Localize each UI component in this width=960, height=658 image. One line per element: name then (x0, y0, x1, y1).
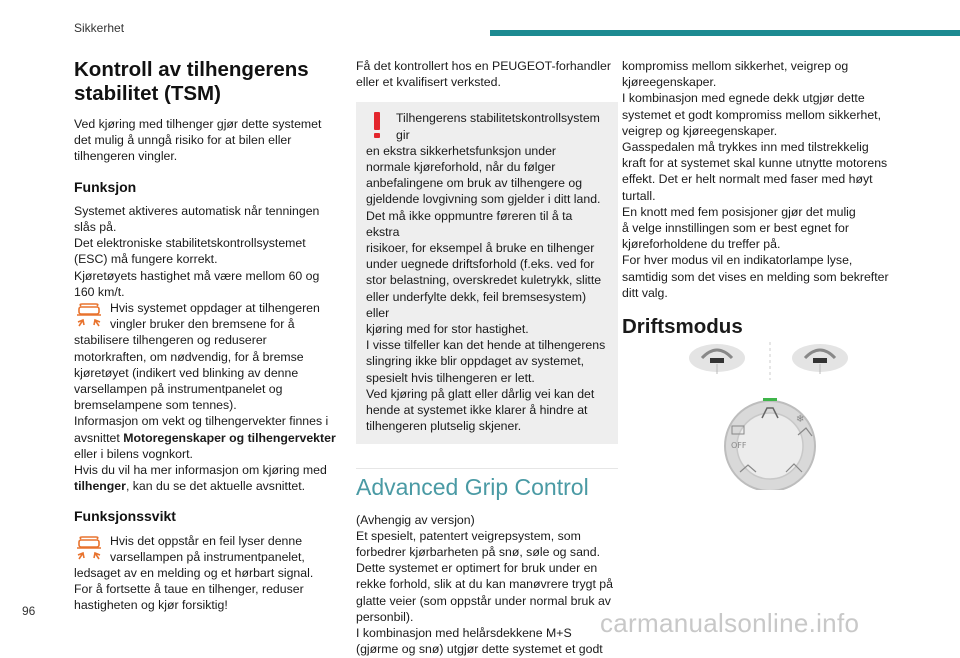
driftsmodus-title: Driftsmodus (622, 315, 743, 339)
text-line: kjøretøyet (indikert ved blinking av denne (74, 365, 299, 380)
text-line: kompromiss mellom sikkerhet, veigrep og (622, 59, 849, 73)
text-line: systemet et godt kompromiss mellom sikkerhet, (622, 107, 881, 122)
section-header: Sikkerhet (74, 21, 125, 35)
text-line: motorkraften, om nødvendig, for å bremse (74, 349, 304, 364)
bold-reference: Motoregenskaper og tilhengervekter (123, 430, 336, 445)
text-line: kjøring med for stor hastighet. (366, 322, 529, 337)
text-line: tilhengeren plutselig skjener. (366, 419, 522, 434)
text-line: Systemet aktiveres automatisk når tenningen (74, 203, 320, 218)
text-line: stor belastning, overskredet kuletrykk, slitte (366, 273, 602, 288)
text-line: glatte veier (som oppstår under normal bruk av (356, 593, 611, 608)
bold-reference: tilhenger (74, 479, 126, 494)
text-line: veigrep og kjøreegenskaper. (622, 123, 778, 138)
funksjon-text (74, 203, 336, 300)
text-line: ledsaget av en melding og et hørbart signal. (74, 566, 314, 581)
steering-wheel-icon (792, 344, 848, 374)
text-span: , kan du se det aktuelle avsnittet. (125, 479, 306, 494)
funksjon-heading: Funksjon (74, 178, 137, 195)
text-line: under uegnede driftsforhold (f.eks. ved for (366, 257, 595, 272)
text-line: En knott med fem posisjoner gjør det mulig (622, 204, 856, 219)
page-number: 96 (22, 604, 36, 618)
text-line: varsellampen på instrumentpanelet og (74, 382, 283, 397)
text-line: bremselampene som tennes). (74, 398, 237, 413)
text-line: risikoer, for eksempel å bruke en tilhenger (366, 241, 595, 256)
text-line: For å fortsette å taue en tilhenger, reduser (74, 582, 304, 597)
text-line: ditt valg. (622, 285, 668, 300)
agc-title: Advanced Grip Control (356, 468, 618, 501)
text-line: Tilhengerens stabilitetskontrollsystem gir (396, 111, 600, 142)
grip-control-illustration (672, 340, 872, 490)
text-line: Gasspedalen må trykkes inn med tilstrekkelig (622, 140, 869, 155)
text-line: effekt. Det er helt normalt med faser med høyt (622, 172, 873, 187)
text-line: stabilisere tilhengeren og reduserer (74, 333, 267, 348)
text-line: eller i bilens vognkort. (74, 446, 193, 461)
funksjon-text-2 (74, 332, 336, 494)
mode-selector-knob-icon (725, 398, 815, 490)
text-line (74, 430, 336, 446)
svikt-heading: Funksjonssvikt (74, 508, 176, 525)
text-line: personbil). (356, 609, 414, 624)
notice-box (356, 102, 618, 444)
warning-block-1 (74, 300, 336, 332)
text-line: Dette systemet er optimert for bruk under en (356, 561, 598, 576)
text-line: rekke forhold, slik at du kan manøvrere trygt på (356, 577, 613, 592)
column-2 (356, 58, 618, 658)
text-line: kjøreforholdene du treffer på. (622, 237, 781, 252)
agc-continued-text (622, 58, 892, 301)
text-line: samtidig som det vises en melding som bekrefter (622, 269, 889, 284)
text-line: Et spesielt, patentert veigrepsystem, som (356, 528, 581, 543)
text-span: avsnittet (74, 430, 124, 445)
text-line: kraft for at systemet skal kunne utnytte motorens (622, 156, 888, 171)
text-line: 160 km/t. (74, 284, 125, 299)
text-line (74, 478, 336, 494)
steering-wheel-icon (689, 344, 745, 374)
text-line: (ESC) må fungere korrekt. (74, 252, 218, 267)
text-line: anbefalingene om bruk av tilhengere og (366, 176, 583, 191)
text-line: For hver modus vil en indikatorlampe lyse, (622, 253, 853, 268)
text-line: eller et kvalifisert verksted. (356, 75, 501, 90)
text-line: slås på. (74, 220, 117, 235)
text-line: Ved kjøring på glatt eller dårlig vei kan det (366, 386, 595, 401)
text-line: Kjøretøyets hastighet må være mellom 60 og (74, 268, 320, 283)
text-line: I kombinasjon med helårsdekkene M+S (356, 626, 572, 641)
text-line: Ved kjøring med tilhenger gjør dette systemet (74, 117, 322, 131)
trailer-warning-icon (74, 302, 104, 330)
text-line: (gjørme og snø) utgjør dette systemet et godt (356, 642, 603, 657)
text-line: det mulig å unngå risiko for at bilen eller (74, 133, 292, 148)
dealer-text (356, 58, 618, 90)
header-accent-bar (490, 30, 960, 36)
text-line: gjeldende lovgivning som gjelder i ditt land. (366, 192, 601, 207)
text-line: Hvis du vil ha mer informasjon om kjøring med (74, 463, 327, 478)
watermark: carmanualsonline.info (600, 608, 860, 638)
text-line: å velge innstillingen som er best egnet for (622, 221, 849, 236)
text-line: Hvis det oppstår en feil lyser denne (110, 533, 303, 548)
warning-block-2 (74, 533, 336, 565)
text-line: forbedrer kjørbarheten på snø, søle og sand. (356, 545, 601, 560)
text-line: Det elektroniske stabilitetskontrollsystemet (74, 236, 306, 251)
column-1 (74, 58, 336, 614)
text-line: hende at systemet ikke klarer å hindre at (366, 403, 588, 418)
trailer-warning-icon (74, 535, 104, 563)
text-line: I kombinasjon med egnede dekk utgjør dette (622, 91, 865, 106)
agc-text (356, 512, 618, 658)
text-line: slingring ikke blir oppdaget av systemet, (366, 354, 585, 369)
text-line: Få det kontrollert hos en PEUGEOT-forhandler (356, 59, 611, 73)
text-line: turtall. (622, 188, 656, 203)
text-line: varsellampen på instrumentpanelet, (110, 549, 305, 564)
text-line: kjøreegenskaper. (622, 75, 717, 90)
tsm-title: Kontroll av tilhengerens stabilitet (TSM) (74, 58, 309, 105)
text-line: I visse tilfeller kan det hende at tilhengerens (366, 338, 606, 353)
text-line: tilhengeren vingler. (74, 149, 178, 164)
text-line: Hvis systemet oppdager at tilhengeren (110, 301, 320, 316)
svikt-text (74, 565, 336, 614)
text-line: eller underfylte dekk, feil bremsesystem) eller (366, 289, 587, 320)
text-line: hastigheten og kjør forsiktig! (74, 598, 228, 613)
tsm-intro (74, 116, 336, 165)
text-line: Informasjon om vekt og tilhengervekter finnes i (74, 414, 329, 429)
svg-text:❄: ❄ (796, 414, 805, 425)
text-line: Det må ikke oppmuntre føreren til å ta ekstra (366, 208, 573, 239)
exclamation-icon (368, 110, 386, 140)
knob-off-label: OFF (731, 441, 747, 450)
text-line: en ekstra sikkerhetsfunksjon under (366, 143, 557, 158)
text-line: vingler bruker den bremsene for å (110, 317, 295, 332)
text-line: normale kjøreforhold, når du følger (366, 160, 556, 175)
text-line: (Avhengig av versjon) (356, 512, 475, 527)
text-line: spesielt hvis tilhengeren er lett. (366, 370, 535, 385)
column-3 (622, 58, 892, 339)
